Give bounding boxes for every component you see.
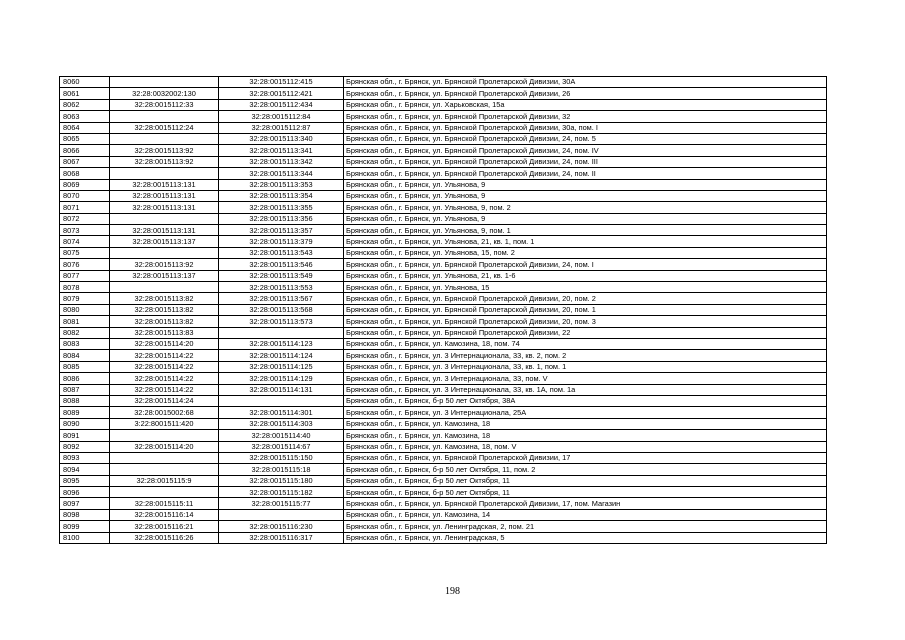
address-cell: Брянская обл., г. Брянск, ул. Брянской Пролетарской Дивизии, 30а, пом. I bbox=[344, 122, 827, 133]
table-row bbox=[60, 407, 827, 418]
address-cell: Брянская обл., г. Брянск, ул. Камозина, 18, пом. 74 bbox=[344, 338, 827, 349]
row-number-cell: 8098 bbox=[60, 509, 110, 520]
cadastral-number-cell: 32:28:0015113:344 bbox=[219, 168, 344, 179]
table-row bbox=[60, 145, 827, 156]
row-number-cell: 8068 bbox=[60, 168, 110, 179]
table-row bbox=[60, 304, 827, 315]
address-cell: Брянская обл., г. Брянск, ул. Брянской Пролетарской Дивизии, 30А bbox=[344, 77, 827, 88]
address-cell: Брянская обл., г. Брянск, ул. Брянской Пролетарской Дивизии, 20, пом. 2 bbox=[344, 293, 827, 304]
cadastral-number-cell: 32:28:0015114:301 bbox=[219, 407, 344, 418]
table-row bbox=[60, 282, 827, 293]
row-number-cell: 8088 bbox=[60, 395, 110, 406]
row-number-cell: 8065 bbox=[60, 133, 110, 144]
parent-cadastral-number-cell: 32:28:0015113:131 bbox=[110, 225, 219, 236]
address-cell: Брянская обл., г. Брянск, ул. Ульянова, 9 bbox=[344, 190, 827, 201]
cadastral-number-cell bbox=[219, 327, 344, 338]
row-number-cell: 8081 bbox=[60, 316, 110, 327]
table-row bbox=[60, 441, 827, 452]
cadastral-number-cell: 32:28:0015113:341 bbox=[219, 145, 344, 156]
address-cell: Брянская обл., г. Брянск, ул. Ульянова, 9 bbox=[344, 179, 827, 190]
row-number-cell: 8070 bbox=[60, 190, 110, 201]
parent-cadastral-number-cell bbox=[110, 487, 219, 498]
cadastral-number-cell: 32:28:0015114:124 bbox=[219, 350, 344, 361]
cadastral-number-cell: 32:28:0015113:549 bbox=[219, 270, 344, 281]
parent-cadastral-number-cell bbox=[110, 133, 219, 144]
row-number-cell: 8066 bbox=[60, 145, 110, 156]
table-row bbox=[60, 259, 827, 270]
row-number-cell: 8069 bbox=[60, 179, 110, 190]
table-row bbox=[60, 327, 827, 338]
cadastral-number-cell: 32:28:0015116:230 bbox=[219, 521, 344, 532]
cadastral-number-cell: 32:28:0015113:353 bbox=[219, 179, 344, 190]
parent-cadastral-number-cell: 32:28:0015113:82 bbox=[110, 316, 219, 327]
row-number-cell: 8086 bbox=[60, 373, 110, 384]
parent-cadastral-number-cell: 32:28:0015115:9 bbox=[110, 475, 219, 486]
row-number-cell: 8077 bbox=[60, 270, 110, 281]
row-number-cell: 8073 bbox=[60, 225, 110, 236]
table-row bbox=[60, 168, 827, 179]
address-cell: Брянская обл., г. Брянск, б-р 50 лет Октября, 38А bbox=[344, 395, 827, 406]
cadastral-number-cell: 32:28:0015112:84 bbox=[219, 111, 344, 122]
row-number-cell: 8087 bbox=[60, 384, 110, 395]
row-number-cell: 8094 bbox=[60, 464, 110, 475]
cadastral-number-cell: 32:28:0015113:568 bbox=[219, 304, 344, 315]
cadastral-number-cell: 32:28:0015112:87 bbox=[219, 122, 344, 133]
address-cell: Брянская обл., г. Брянск, ул. Брянской Пролетарской Дивизии, 24, пом. 5 bbox=[344, 133, 827, 144]
parent-cadastral-number-cell: 32:28:0015114:20 bbox=[110, 441, 219, 452]
cadastral-number-cell: 32:28:0015113:355 bbox=[219, 202, 344, 213]
table-row bbox=[60, 464, 827, 475]
cadastral-number-cell: 32:28:0015115:180 bbox=[219, 475, 344, 486]
parent-cadastral-number-cell bbox=[110, 452, 219, 463]
parent-cadastral-number-cell bbox=[110, 430, 219, 441]
address-cell: Брянская обл., г. Брянск, ул. Харьковская, 15а bbox=[344, 99, 827, 110]
row-number-cell: 8067 bbox=[60, 156, 110, 167]
cadastral-number-cell: 32:28:0015114:131 bbox=[219, 384, 344, 395]
parent-cadastral-number-cell: 32:28:0015113:92 bbox=[110, 156, 219, 167]
table-body bbox=[60, 77, 827, 544]
address-cell: Брянская обл., г. Брянск, ул. Брянской Пролетарской Дивизии, 24, пом. I bbox=[344, 259, 827, 270]
address-cell: Брянская обл., г. Брянск, ул. Камозина, 18 bbox=[344, 430, 827, 441]
cadastral-number-cell: 32:28:0015113:546 bbox=[219, 259, 344, 270]
parent-cadastral-number-cell: 32:28:0015114:22 bbox=[110, 361, 219, 372]
row-number-cell: 8072 bbox=[60, 213, 110, 224]
address-cell: Брянская обл., г. Брянск, ул. 3 Интернационала, 33, пом. V bbox=[344, 373, 827, 384]
cadastral-number-cell: 32:28:0015113:379 bbox=[219, 236, 344, 247]
parent-cadastral-number-cell: 3:22:8001511:420 bbox=[110, 418, 219, 429]
table-row bbox=[60, 509, 827, 520]
row-number-cell: 8082 bbox=[60, 327, 110, 338]
parent-cadastral-number-cell bbox=[110, 77, 219, 88]
parent-cadastral-number-cell: 32:28:0015113:137 bbox=[110, 236, 219, 247]
row-number-cell: 8096 bbox=[60, 487, 110, 498]
table-row bbox=[60, 133, 827, 144]
address-cell: Брянская обл., г. Брянск, ул. Брянской Пролетарской Дивизии, 17, пом. Магазин bbox=[344, 498, 827, 509]
table-row bbox=[60, 521, 827, 532]
row-number-cell: 8093 bbox=[60, 452, 110, 463]
cadastral-number-cell: 32:28:0015114:129 bbox=[219, 373, 344, 384]
table-row bbox=[60, 430, 827, 441]
registry-table bbox=[59, 76, 827, 544]
row-number-cell: 8079 bbox=[60, 293, 110, 304]
table-row bbox=[60, 179, 827, 190]
cadastral-number-cell: 32:28:0015113:354 bbox=[219, 190, 344, 201]
cadastral-number-cell: 32:28:0015112:415 bbox=[219, 77, 344, 88]
parent-cadastral-number-cell bbox=[110, 282, 219, 293]
table-row bbox=[60, 122, 827, 133]
cadastral-number-cell: 32:28:0015116:317 bbox=[219, 532, 344, 543]
cadastral-number-cell: 32:28:0015113:567 bbox=[219, 293, 344, 304]
row-number-cell: 8074 bbox=[60, 236, 110, 247]
table-row bbox=[60, 498, 827, 509]
parent-cadastral-number-cell: 32:28:0015113:131 bbox=[110, 202, 219, 213]
parent-cadastral-number-cell: 32:28:0015114:22 bbox=[110, 384, 219, 395]
parent-cadastral-number-cell: 32:28:0032002:130 bbox=[110, 88, 219, 99]
parent-cadastral-number-cell: 32:28:0015116:14 bbox=[110, 509, 219, 520]
parent-cadastral-number-cell: 32:28:0015112:24 bbox=[110, 122, 219, 133]
address-cell: Брянская обл., г. Брянск, ул. Ульянова, 15 bbox=[344, 282, 827, 293]
table-row bbox=[60, 475, 827, 486]
cadastral-number-cell: 32:28:0015114:40 bbox=[219, 430, 344, 441]
address-cell: Брянская обл., г. Брянск, б-р 50 лет Октября, 11 bbox=[344, 475, 827, 486]
parent-cadastral-number-cell: 32:28:0015113:92 bbox=[110, 259, 219, 270]
table-row bbox=[60, 487, 827, 498]
parent-cadastral-number-cell bbox=[110, 111, 219, 122]
cadastral-number-cell bbox=[219, 509, 344, 520]
row-number-cell: 8095 bbox=[60, 475, 110, 486]
address-cell: Брянская обл., г. Брянск, ул. Ульянова, 21, кв. 1-6 bbox=[344, 270, 827, 281]
cadastral-number-cell: 32:28:0015115:150 bbox=[219, 452, 344, 463]
cadastral-number-cell: 32:28:0015113:553 bbox=[219, 282, 344, 293]
cadastral-number-cell: 32:28:0015114:303 bbox=[219, 418, 344, 429]
table-row bbox=[60, 361, 827, 372]
address-cell: Брянская обл., г. Брянск, ул. Камозина, 18, пом. V bbox=[344, 441, 827, 452]
cadastral-number-cell: 32:28:0015114:123 bbox=[219, 338, 344, 349]
row-number-cell: 8060 bbox=[60, 77, 110, 88]
parent-cadastral-number-cell: 32:28:0015113:131 bbox=[110, 190, 219, 201]
row-number-cell: 8084 bbox=[60, 350, 110, 361]
cadastral-number-cell: 32:28:0015113:340 bbox=[219, 133, 344, 144]
address-cell: Брянская обл., г. Брянск, ул. Брянской Пролетарской Дивизии, 17 bbox=[344, 452, 827, 463]
parent-cadastral-number-cell: 32:28:0015113:82 bbox=[110, 304, 219, 315]
address-cell: Брянская обл., г. Брянск, ул. 3 Интернационала, 33, кв. 1А, пом. 1а bbox=[344, 384, 827, 395]
parent-cadastral-number-cell: 32:28:0015113:82 bbox=[110, 293, 219, 304]
address-cell: Брянская обл., г. Брянск, ул. Ленинградская, 2, пом. 21 bbox=[344, 521, 827, 532]
cadastral-number-cell: 32:28:0015115:182 bbox=[219, 487, 344, 498]
cadastral-number-cell: 32:28:0015113:342 bbox=[219, 156, 344, 167]
table-row bbox=[60, 77, 827, 88]
address-cell: Брянская обл., г. Брянск, ул. Ленинградская, 5 bbox=[344, 532, 827, 543]
cadastral-number-cell: 32:28:0015113:356 bbox=[219, 213, 344, 224]
address-cell: Брянская обл., г. Брянск, ул. Брянской Пролетарской Дивизии, 22 bbox=[344, 327, 827, 338]
table-row bbox=[60, 452, 827, 463]
parent-cadastral-number-cell: 32:28:0015113:131 bbox=[110, 179, 219, 190]
address-cell: Брянская обл., г. Брянск, б-р 50 лет Октября, 11, пом. 2 bbox=[344, 464, 827, 475]
table-row bbox=[60, 247, 827, 258]
table-row bbox=[60, 213, 827, 224]
table-row bbox=[60, 236, 827, 247]
cadastral-number-cell: 32:28:0015113:573 bbox=[219, 316, 344, 327]
row-number-cell: 8085 bbox=[60, 361, 110, 372]
address-cell: Брянская обл., г. Брянск, ул. Брянской Пролетарской Дивизии, 24, пом. II bbox=[344, 168, 827, 179]
cadastral-number-cell: 32:28:0015114:125 bbox=[219, 361, 344, 372]
address-cell: Брянская обл., г. Брянск, ул. Брянской Пролетарской Дивизии, 20, пом. 3 bbox=[344, 316, 827, 327]
cadastral-number-cell: 32:28:0015113:543 bbox=[219, 247, 344, 258]
row-number-cell: 8100 bbox=[60, 532, 110, 543]
cadastral-number-cell bbox=[219, 395, 344, 406]
row-number-cell: 8061 bbox=[60, 88, 110, 99]
parent-cadastral-number-cell: 32:28:0015114:22 bbox=[110, 350, 219, 361]
address-cell: Брянская обл., г. Брянск, ул. Ульянова, 9, пом. 2 bbox=[344, 202, 827, 213]
table-row bbox=[60, 350, 827, 361]
address-cell: Брянская обл., г. Брянск, ул. Камозина, 14 bbox=[344, 509, 827, 520]
row-number-cell: 8083 bbox=[60, 338, 110, 349]
parent-cadastral-number-cell bbox=[110, 247, 219, 258]
cadastral-number-cell: 32:28:0015115:18 bbox=[219, 464, 344, 475]
table-row bbox=[60, 225, 827, 236]
table-row bbox=[60, 384, 827, 395]
row-number-cell: 8062 bbox=[60, 99, 110, 110]
row-number-cell: 8080 bbox=[60, 304, 110, 315]
address-cell: Брянская обл., г. Брянск, ул. Ульянова, 9, пом. 1 bbox=[344, 225, 827, 236]
parent-cadastral-number-cell: 32:28:0015113:137 bbox=[110, 270, 219, 281]
table-row bbox=[60, 190, 827, 201]
table-row bbox=[60, 293, 827, 304]
row-number-cell: 8092 bbox=[60, 441, 110, 452]
address-cell: Брянская обл., г. Брянск, ул. Камозина, 18 bbox=[344, 418, 827, 429]
row-number-cell: 8097 bbox=[60, 498, 110, 509]
table-row bbox=[60, 395, 827, 406]
parent-cadastral-number-cell: 32:28:0015116:26 bbox=[110, 532, 219, 543]
cadastral-number-cell: 32:28:0015115:77 bbox=[219, 498, 344, 509]
address-cell: Брянская обл., г. Брянск, ул. Ульянова, 21, кв. 1, пом. 1 bbox=[344, 236, 827, 247]
table-row bbox=[60, 111, 827, 122]
address-cell: Брянская обл., г. Брянск, ул. Брянской Пролетарской Дивизии, 20, пом. 1 bbox=[344, 304, 827, 315]
row-number-cell: 8064 bbox=[60, 122, 110, 133]
table-row bbox=[60, 373, 827, 384]
table-row bbox=[60, 532, 827, 543]
parent-cadastral-number-cell: 32:28:0015113:83 bbox=[110, 327, 219, 338]
cadastral-number-cell: 32:28:0015112:434 bbox=[219, 99, 344, 110]
address-cell: Брянская обл., г. Брянск, ул. Брянской Пролетарской Дивизии, 24, пом. IV bbox=[344, 145, 827, 156]
address-cell: Брянская обл., г. Брянск, ул. Брянской Пролетарской Дивизии, 24, пом. III bbox=[344, 156, 827, 167]
address-cell: Брянская обл., г. Брянск, ул. Брянской Пролетарской Дивизии, 32 bbox=[344, 111, 827, 122]
address-cell: Брянская обл., г. Брянск, б-р 50 лет Октября, 11 bbox=[344, 487, 827, 498]
parent-cadastral-number-cell bbox=[110, 213, 219, 224]
parent-cadastral-number-cell: 32:28:0015002:68 bbox=[110, 407, 219, 418]
address-cell: Брянская обл., г. Брянск, ул. 3 Интернационала, 33, кв. 2, пом. 2 bbox=[344, 350, 827, 361]
table-row bbox=[60, 202, 827, 213]
row-number-cell: 8078 bbox=[60, 282, 110, 293]
address-cell: Брянская обл., г. Брянск, ул. 3 Интернационала, 33, кв. 1, пом. 1 bbox=[344, 361, 827, 372]
parent-cadastral-number-cell: 32:28:0015114:20 bbox=[110, 338, 219, 349]
page-number: 198 bbox=[445, 586, 460, 597]
address-cell: Брянская обл., г. Брянск, ул. 3 Интернационала, 25А bbox=[344, 407, 827, 418]
row-number-cell: 8089 bbox=[60, 407, 110, 418]
table-row bbox=[60, 270, 827, 281]
table-row bbox=[60, 316, 827, 327]
cadastral-number-cell: 32:28:0015114:67 bbox=[219, 441, 344, 452]
table-row bbox=[60, 418, 827, 429]
parent-cadastral-number-cell: 32:28:0015114:24 bbox=[110, 395, 219, 406]
parent-cadastral-number-cell: 32:28:0015114:22 bbox=[110, 373, 219, 384]
parent-cadastral-number-cell bbox=[110, 464, 219, 475]
parent-cadastral-number-cell: 32:28:0015115:11 bbox=[110, 498, 219, 509]
table-row bbox=[60, 88, 827, 99]
address-cell: Брянская обл., г. Брянск, ул. Брянской Пролетарской Дивизии, 26 bbox=[344, 88, 827, 99]
row-number-cell: 8063 bbox=[60, 111, 110, 122]
row-number-cell: 8091 bbox=[60, 430, 110, 441]
row-number-cell: 8071 bbox=[60, 202, 110, 213]
cadastral-number-cell: 32:28:0015112:421 bbox=[219, 88, 344, 99]
parent-cadastral-number-cell: 32:28:0015116:21 bbox=[110, 521, 219, 532]
table-row bbox=[60, 338, 827, 349]
parent-cadastral-number-cell bbox=[110, 168, 219, 179]
parent-cadastral-number-cell: 32:28:0015112:33 bbox=[110, 99, 219, 110]
table-row bbox=[60, 99, 827, 110]
row-number-cell: 8099 bbox=[60, 521, 110, 532]
address-cell: Брянская обл., г. Брянск, ул. Ульянова, 9 bbox=[344, 213, 827, 224]
address-cell: Брянская обл., г. Брянск, ул. Ульянова, 15, пом. 2 bbox=[344, 247, 827, 258]
parent-cadastral-number-cell: 32:28:0015113:92 bbox=[110, 145, 219, 156]
cadastral-number-cell: 32:28:0015113:357 bbox=[219, 225, 344, 236]
table-row bbox=[60, 156, 827, 167]
row-number-cell: 8090 bbox=[60, 418, 110, 429]
row-number-cell: 8076 bbox=[60, 259, 110, 270]
row-number-cell: 8075 bbox=[60, 247, 110, 258]
